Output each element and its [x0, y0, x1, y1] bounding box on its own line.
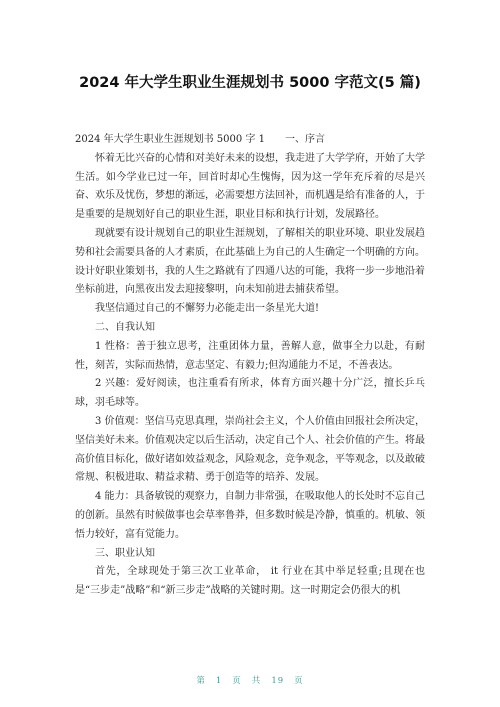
paragraph: 怀着无比兴奋的心情和对美好未来的设想，我走进了大学学府，开始了大学生活。如今学业已过一年，回首时却心生愧悔，因为这一学年充斥着的尽是兴奋、欢乐及忧伤，梦想的渐远，必需要想方法回补，而机遇是给有准备的人，于是重要的是规划好自己的职业生涯，职业目标和执行计划，发展路径。	[75, 152, 425, 221]
section-heading: 二、自我认知	[95, 321, 155, 333]
intro-heading-line: 2024 年大学生职业生涯规划书 5000 字 1 一、序言	[75, 134, 325, 145]
paragraph: 我坚信通过自己的不懈努力必能走出一条星光大道!	[95, 303, 320, 315]
paragraph: 2 兴趣：爱好阅读，也注重看有所求，体育方面兴趣十分广泛，擅长乒乓球，羽毛球等。	[75, 378, 425, 409]
footer-word-ye: 页	[232, 676, 242, 686]
section-heading: 三、职业认知	[95, 547, 155, 559]
page-footer	[0, 674, 500, 686]
paragraph: 4 能力：具备敏锐的观察力，自制力非常强，在吸取他人的长处时不忘自己的创新。虽然有时候做事也会草率鲁莽，但多数时候是冷静，慎重的。机敏、领悟力较好，富有觉能力。	[75, 491, 425, 540]
current-page-number: 1	[215, 676, 223, 686]
document-body	[75, 131, 425, 601]
paragraph: 现就要有设计规划自己的职业生涯规划，了解相关的职业环境、职业发展趋势和社会需要具备的人才素质，在此基础上为自己的人生确定一个明确的方向。设计好职业策划书，我的人生之路就有了四通八达的可能，我将一步一步地沿着坐标前进，向黑夜出发去迎接黎明，向未知前进去捕获希望。	[75, 227, 425, 296]
paragraph: 1 性格：善于独立思考，注重团体力量，善解人意，做事全力以赴，有耐性，刻苦，实际而热情，意志坚定、有毅力;但沟通能力不足，不善表达。	[75, 340, 425, 371]
total-page-count: 19	[271, 676, 285, 686]
paragraph: 首先，全球现处于第三次工业革命， it 行业在其中举足轻重;且现在也是“三步走”战略”和“新三步走”战略的关键时期。这一时期定会仍很大的机	[75, 566, 425, 597]
footer-word-di: 第	[196, 676, 206, 686]
footer-word-ye-2: 页	[294, 676, 304, 686]
document-title: 2024 年大学生职业生涯规划书 5000 字范文(5 篇)	[79, 75, 421, 91]
footer-word-gong: 共	[251, 676, 262, 686]
paragraph: 3 价值观：坚信马克思真理，崇尚社会主义，个人价值由回报社会所决定，坚信美好未来。价值观决定以后生活动，决定自己个人、社会价值的产生。将最高价值目标化，做好诸如效益观念，风险观念，竞争观念，平等观念，以及敢破常规、积极进取、精益求精、勇于创造等的培养、发展。	[75, 415, 425, 484]
